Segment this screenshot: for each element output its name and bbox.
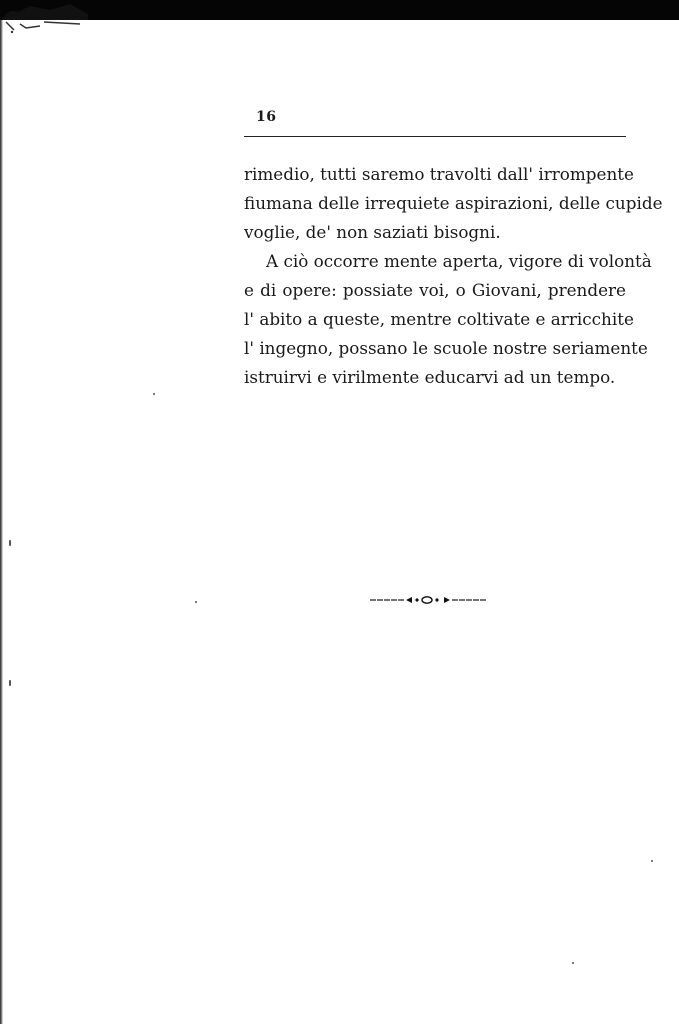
page-number: 16 bbox=[256, 109, 277, 125]
body-text bbox=[244, 160, 663, 392]
scan-speck bbox=[9, 540, 11, 546]
text-line: rimedio, tutti saremo travolti dall' irrompente bbox=[244, 164, 634, 184]
scan-speck bbox=[651, 860, 653, 862]
scan-speck bbox=[9, 680, 11, 686]
text-line: l' abito a queste, mentre coltivate e arricchite bbox=[244, 309, 634, 329]
text-line: voglie, de' non saziati bisogni. bbox=[244, 222, 501, 242]
text-line: fiumana delle irrequiete aspirazioni, delle cupide bbox=[244, 193, 663, 213]
text-line: e di opere: possiate voi, o Giovani, prendere bbox=[244, 280, 626, 300]
scan-speck bbox=[572, 962, 574, 964]
text-line: A ciò occorre mente aperta, vigore di volontà bbox=[266, 251, 652, 271]
scan-left-edge bbox=[0, 20, 3, 1024]
header-rule bbox=[244, 136, 626, 137]
text-line: istruirvi e virilmente educarvi ad un tempo. bbox=[244, 367, 616, 387]
scan-top-border bbox=[0, 0, 679, 20]
scan-speck bbox=[153, 393, 155, 395]
text-line: l' ingegno, possano le scuole nostre seriamente bbox=[244, 338, 648, 358]
scan-speck bbox=[195, 601, 197, 603]
scan-corner-smudge bbox=[0, 0, 90, 34]
end-flourish-ornament bbox=[370, 592, 486, 608]
